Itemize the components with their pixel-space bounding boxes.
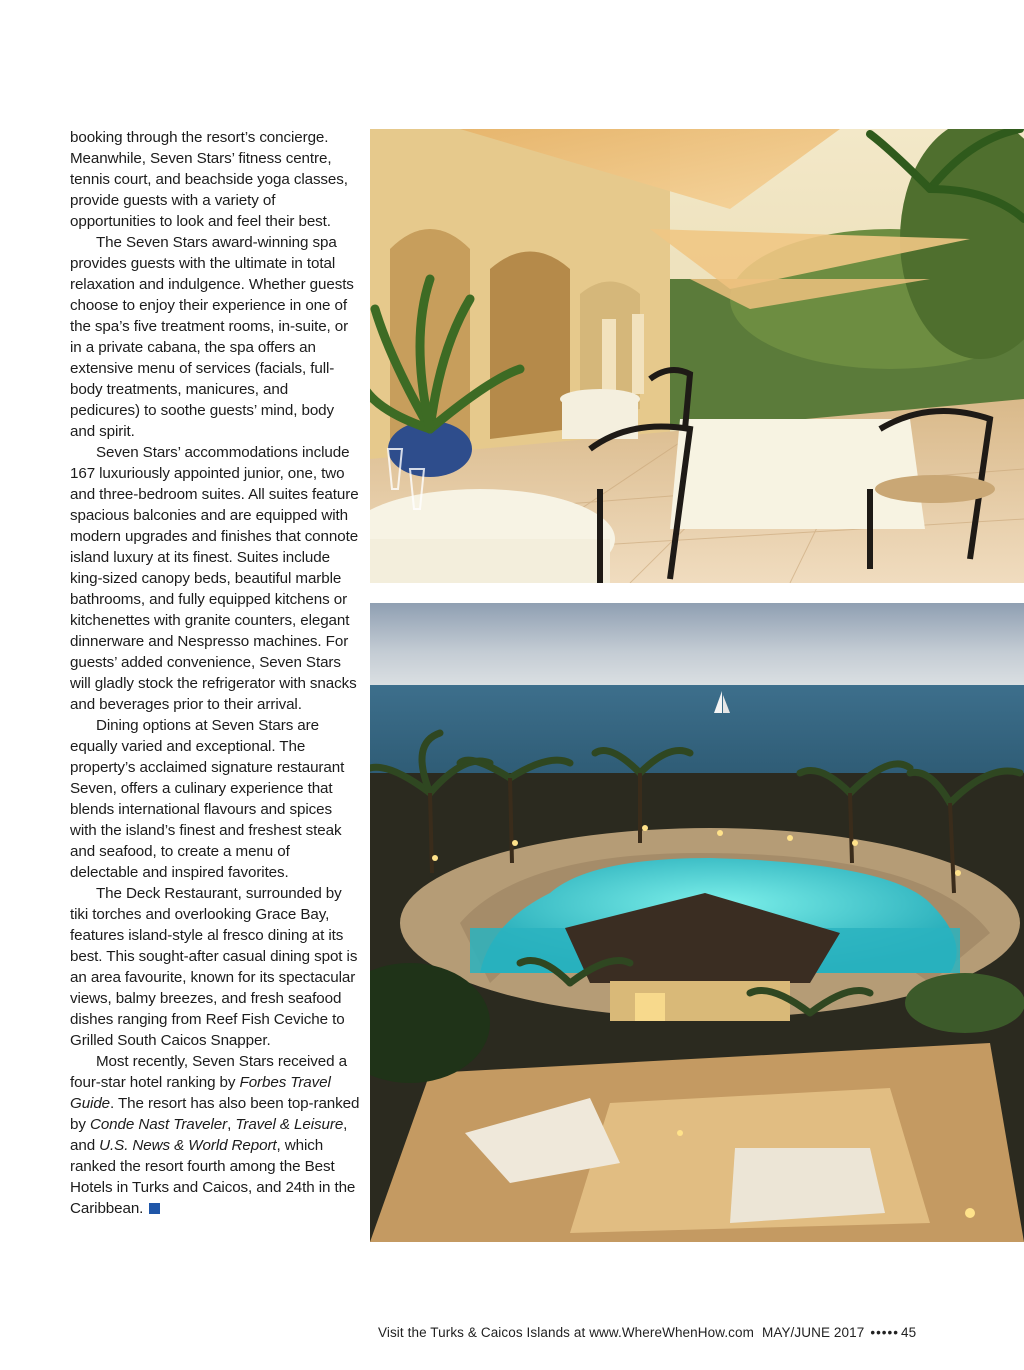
paragraph-text: , and <box>70 1116 348 1154</box>
paragraph-text: . The resort has also been top-ranked by <box>70 1095 360 1133</box>
restaurant-terrace-photo <box>370 129 1024 583</box>
paragraph-text: Dining options at Seven Stars are equally varied and exceptional. The property’s acclaimed signature restaurant Seven, offers a culinary experience that blends international flavours and spices with the island’s finest and freshest steak and seafood, to create a menu of delectable and inspired favorites. <box>70 717 345 881</box>
footer-issue: MAY/JUNE 2017 <box>762 1325 865 1340</box>
paragraph-text: , <box>227 1116 236 1133</box>
article-paragraph <box>70 715 360 883</box>
footer-dots: ••••• <box>870 1325 899 1340</box>
footer-visit-text: Visit the Turks & Caicos Islands at www.WhereWhenHow.com <box>378 1325 754 1340</box>
paragraph-text: booking through the resort’s concierge. Meanwhile, Seven Stars’ fitness centre, tennis court, and beachside yoga classes, provide guests with a variety of opportunities to look and feel their best. <box>70 129 348 230</box>
article-paragraph <box>70 1051 360 1219</box>
resort-pool-aerial-photo <box>370 603 1024 1242</box>
paragraph-text: The Seven Stars award-winning spa provides guests with the ultimate in total relaxation and indulgence. Whether guests choose to enjoy their experience in one of the spa’s five treatment rooms, in-suite, or in a private cabana, the spa offers an extensive menu of services (facials, full-body treatments, manicures, and pedicures) to soothe guests’ mind, body and spirit. <box>70 234 354 440</box>
publication-title: U.S. News & World Report <box>99 1137 277 1154</box>
end-of-article-mark <box>149 1203 160 1214</box>
page-number: 45 <box>900 1325 917 1340</box>
paragraph-text: The Deck Restaurant, surrounded by tiki torches and overlooking Grace Bay, features island-style al fresco dining at its best. This sought-after casual dining spot is an area favourite, known for its spectacular views, balmy breezes, and fresh seafood dishes ranging from Reef Fish Ceviche to Grilled South Caicos Snapper. <box>70 885 358 1049</box>
publication-title: Conde Nast Traveler <box>89 1116 228 1133</box>
article-paragraph <box>70 232 360 442</box>
article-text-column <box>70 127 360 1219</box>
paragraph-text: Most recently, Seven Stars received a four-star hotel ranking by <box>70 1053 347 1091</box>
publication-title: Travel & Leisure <box>235 1116 344 1133</box>
paragraph-text: Seven Stars’ accommodations include 167 luxuriously appointed junior, one, two and three-bedroom suites. All suites feature spacious balconies and are equipped with modern upgrades and finishes that connote island luxury at its finest. Suites include king-sized canopy beds, beautiful marble bathrooms, and fully equipped kitchens or kitchenettes with granite counters, elegant dinnerware and Nespresso machines. For guests’ added convenience, Seven Stars will gladly stock the refrigerator with snacks and beverages prior to their arrival. <box>70 444 359 713</box>
paragraph-text: , which ranked the resort fourth among the Best Hotels in Turks and Caicos, and 24th in the Caribbean. <box>70 1137 356 1217</box>
page-footer <box>378 1325 916 1340</box>
article-paragraph <box>70 127 360 232</box>
article-paragraph <box>70 442 360 715</box>
publication-title: Forbes Travel Guide <box>70 1074 331 1112</box>
article-paragraph <box>70 883 360 1051</box>
